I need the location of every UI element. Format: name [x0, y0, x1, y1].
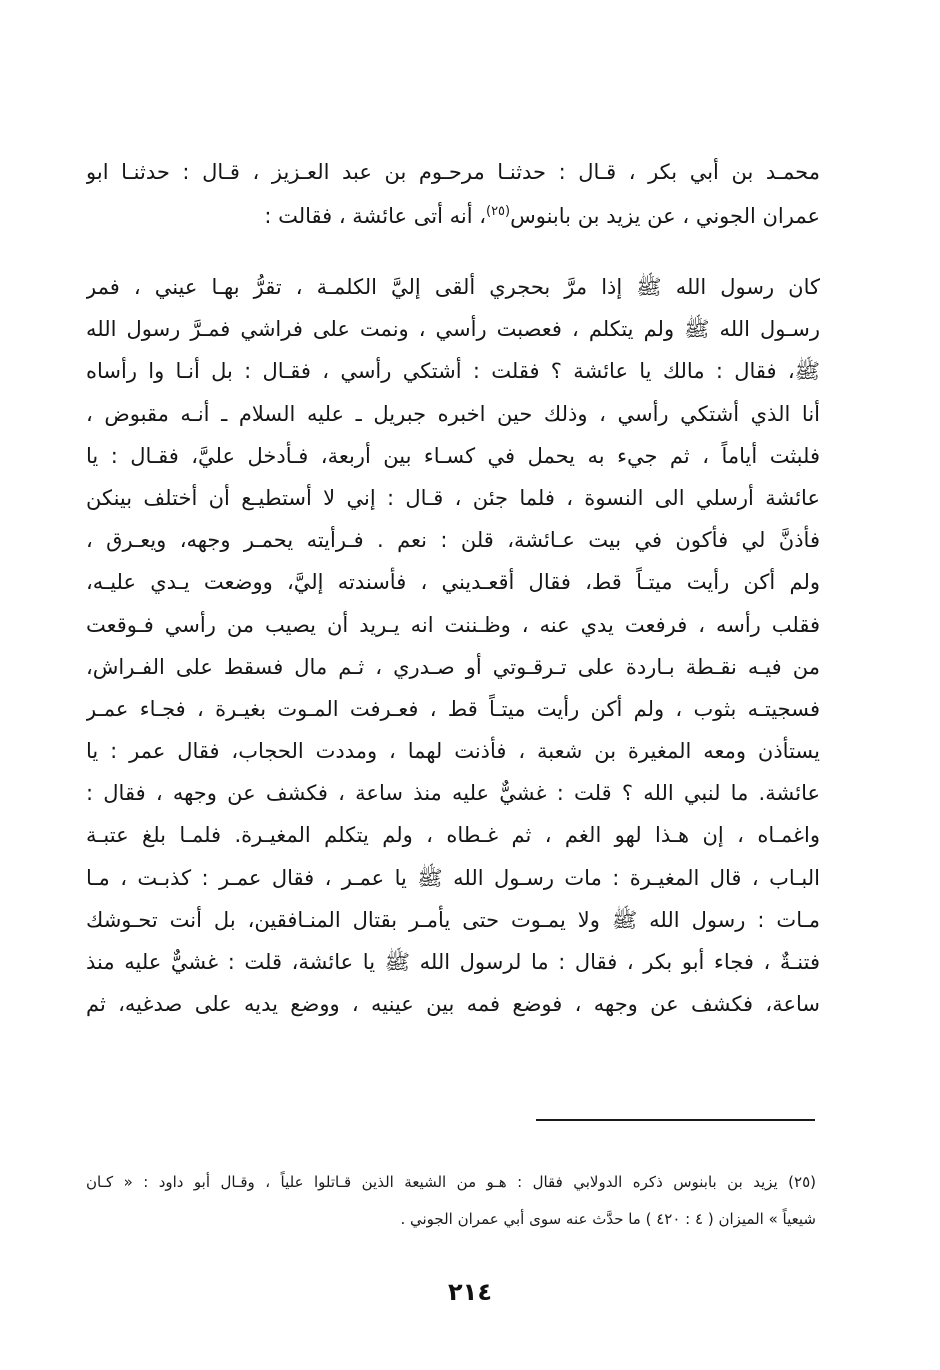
text-line: فقلب رأسه ، فرفعت يدي عنه ، وظـننت انه يـريد أن يصيب من رأسي فـوقعت [86, 612, 820, 637]
text-line: يستأذن ومعه المغيرة بن شعبة ، فأذنت لهما ، ومددت الحجاب، فقال عمر : يا [86, 739, 820, 764]
isnad-paragraph [86, 150, 820, 238]
text-line: فتنـةٌ ، فجاء أبو بكر ، فقال : ما لرسول الله ﷺ يا عائشة، قلت : غشيٌّ عليه منذ [86, 950, 820, 974]
text-line: مـات : رسول الله ﷺ ولا يمـوت حتى يأمـر بقتال المنـافقين، بل أنت تحـوشك [86, 907, 820, 932]
text-line: عائشة أرسلي الى النسوة ، فلما جئن ، قـال : إني لا أستطيـع أن أختلف بينكن [86, 485, 820, 510]
footnote [86, 1164, 816, 1238]
footnote-divider [536, 1119, 815, 1121]
text-line: ﷺ، فقال : مالك يا عائشة ؟ فقلت : أشتكي رأسي ، فقـال : بل أنـا وا رأساه [86, 359, 820, 384]
text-line: من فيـه نقـطة بـاردة على تـرقـوتي أو صـدري ، ثـم مال فسقط على الفـراش، [86, 654, 820, 679]
text-line: البـاب ، قال المغيـرة : مات رسـول الله ﷺ يا عمـر ، فقال عمـر : كذبـت ، مـا [86, 865, 820, 890]
text-line: فلبثت أياماً ، ثم جيء به يحمل في كسـاء بين أربعة، فـأدخل عليَّ، فقـال : يا [86, 443, 820, 468]
page-number: ٢١٤ [448, 1278, 492, 1306]
text-line: محمـد بن أبي بكر ، قـال : حدثنـا مرحـوم بن عبد العـزيز ، قـال : حدثنـا ابو [86, 160, 820, 184]
text-line: كان رسول الله ﷺ إذا مرَّ بحجري ألقى إليَّ الكلمـة ، تقرُّ بهـا عيني ، فمر [86, 275, 820, 299]
text-line: رسـول الله ﷺ ولم يتكلم ، فعصبت رأسي ، ونمت على فراشي فمـرَّ رسول الله [86, 317, 820, 342]
text-line: واغمـاه ، إن هـذا لهو الغم ، ثم غـطاه ، ولم يتكلم المغيـرة. فلمـا بلغ عتبـة [86, 823, 820, 848]
text-segment: عمران الجوني ، عن يزيد بن بابنوس [510, 204, 820, 228]
footnote-line: شيعياً » الميزان ( ٤ : ٤٢٠ ) ما حدَّث عنه سوى أبي عمران الجوني . [400, 1210, 816, 1228]
text-line: عائشة. ما لنبي الله ؟ قلت : غشيٌّ عليه منذ ساعة ، فكشف عن وجهه ، فقال : [86, 781, 820, 806]
text-line: فأذنَّ لي فأكون في بيت عـائشة، قلن : نعم . فـرأيته يحمـر وجهه، ويعـرق ، [86, 528, 820, 553]
footnote-line: (٢٥) يزيد بن بابنوس ذكره الدولابي فقال : هـو من الشيعة الذين قـاتلوا علياً ، وقـال أبو داود : « كـان [86, 1173, 816, 1191]
hadith-paragraph [86, 266, 820, 1025]
text-line: أنا الذي أشتكي رأسي ، وذلك حين اخبره جبريل ـ عليه السلام ـ أنـه مقبوض ، [86, 401, 820, 426]
text-line: ساعة، فكشف عن وجهه ، فوضع فمه بين عينيه ، ووضع يديه على صدغيه، ثم [86, 992, 820, 1017]
text-line: ولم أكن رأيت ميتـاً قط، فقال أقعـديني ، فأسندته إليَّ، ووضعت يـدي عليـه، [86, 570, 820, 595]
text-line: فسجيتـه بثوب ، ولم أكن رأيت ميتـاً قط ، فعـرفت المـوت بغيـرة ، فجـاء عمـر [86, 696, 820, 721]
text-line [86, 194, 820, 238]
text-segment: ، أنه أتى عائشة ، فقالت : [264, 204, 486, 228]
footnote-marker: (٢٥) [485, 204, 511, 219]
